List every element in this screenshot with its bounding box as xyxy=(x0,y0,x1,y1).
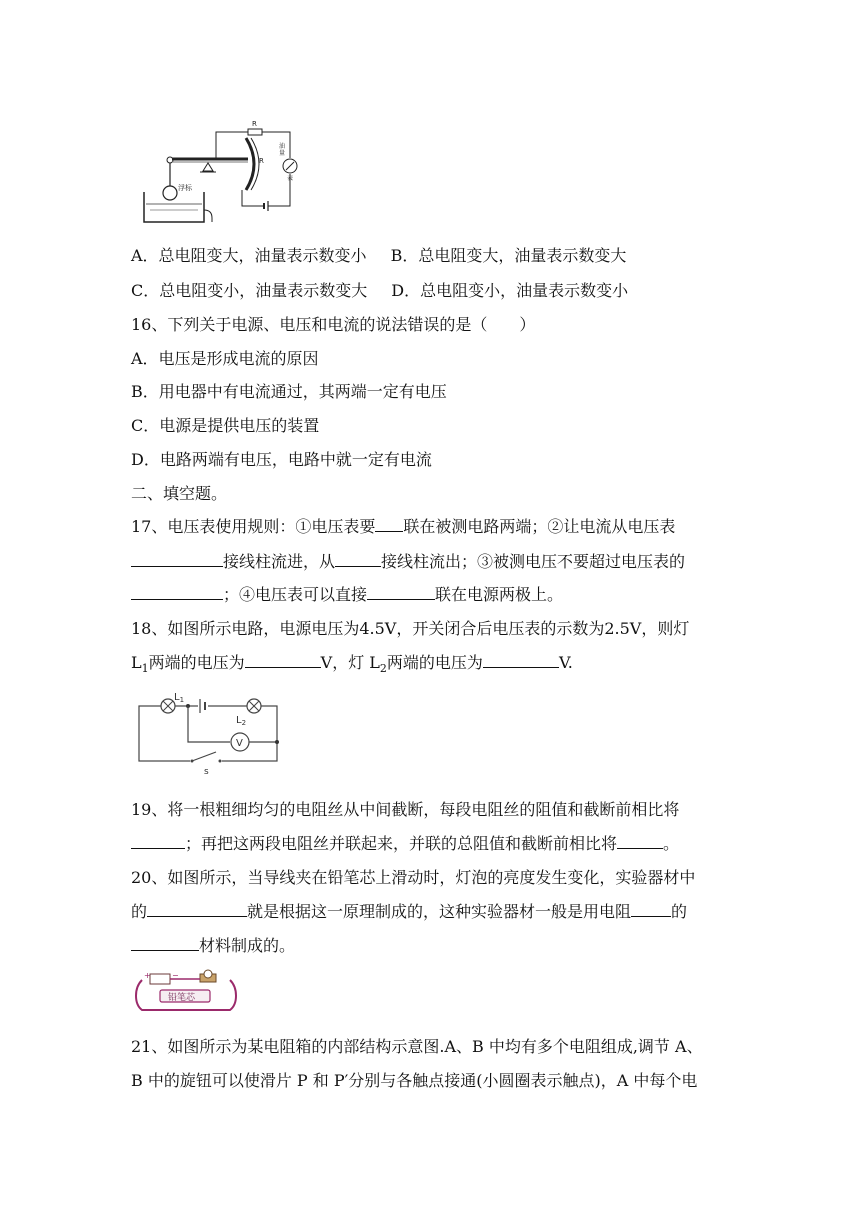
q17-text-2a: 接线柱流进，从 xyxy=(223,552,336,571)
battery-icon xyxy=(150,974,170,984)
q17-text-1b: 联在被测电路两端；②让电流从电压表 xyxy=(403,517,676,536)
q15-options-row-2 xyxy=(131,280,628,302)
q17-line-1 xyxy=(131,516,675,538)
q19-line-2 xyxy=(131,833,679,855)
q18-text-2b: 两端的电压为 xyxy=(148,653,245,672)
q17-blank-4[interactable] xyxy=(131,584,223,600)
q20-text-2c: 的 xyxy=(671,902,688,921)
q18-text-2e: V. xyxy=(558,653,573,672)
q18-l2-sub: 2 xyxy=(379,662,387,676)
q19-blank-2[interactable] xyxy=(617,833,663,849)
q20-line-1: 20、如图所示，当导线夹在铅笔芯上滑动时，灯泡的亮度发生变化，实验器材中 xyxy=(131,868,696,887)
q15-option-a[interactable]: A．总电阻变大，油量表示数变小 xyxy=(131,246,367,265)
resistor-label-mid: R xyxy=(259,157,264,165)
section-heading: 二、填空题。 xyxy=(131,484,228,503)
pencil-lead-diagram xyxy=(134,968,238,1018)
meter-label-3: 表 xyxy=(287,175,294,182)
q17-text-3a: ；④电压表可以直接 xyxy=(223,585,368,604)
battery-plus: + xyxy=(144,971,151,980)
q20-line-3 xyxy=(131,935,295,957)
q20-blank-3[interactable] xyxy=(131,935,199,951)
q17-blank-3[interactable] xyxy=(335,551,381,567)
voltmeter-label: V xyxy=(236,738,243,749)
bulb-icon xyxy=(204,970,212,978)
oil-gauge-diagram xyxy=(138,118,298,230)
q21-line-2: B 中的旋钮可以使滑片 P 和 P′分别与各触点接通(小圆圈表示触点)，A 中每个电 xyxy=(131,1071,698,1090)
q21-line-1: 21、如图所示为某电阻箱的内部结构示意图.A、B 中均有多个电阻组成,调节 A、 xyxy=(131,1037,703,1056)
q16-option-d[interactable]: D．电路两端有电压，电路中就一定有电流 xyxy=(131,450,432,469)
battery-minus: − xyxy=(172,971,179,980)
q19-text-2a: ；再把这两段电阻丝并联起来，并联的总阻值和截断前相比将 xyxy=(185,834,618,853)
resistor-label-top: R xyxy=(252,120,257,128)
switch-label: s xyxy=(204,767,209,776)
q19-line-1: 19、将一根粗细均匀的电阻丝从中间截断，每段电阻丝的阻值和截断前相比将 xyxy=(131,800,680,819)
q16-option-a[interactable]: A．电压是形成电流的原因 xyxy=(131,349,319,368)
q20-text-2b: 就是根据这一原理制成的，这种实验器材一般是用电阻 xyxy=(247,902,632,921)
q16-option-b[interactable]: B．用电器中有电流通过，其两端一定有电压 xyxy=(131,382,447,401)
q18-blank-2[interactable] xyxy=(483,652,559,668)
q19-blank-1[interactable] xyxy=(131,833,185,849)
series-circuit-diagram xyxy=(136,690,282,776)
q18-l1-sub: 1 xyxy=(141,662,149,676)
q17-text-3b: 联在电源两极上。 xyxy=(435,585,564,604)
q16-option-c[interactable]: C．电源是提供电压的装置 xyxy=(131,416,320,435)
meter-label-1: 油 xyxy=(279,143,286,150)
q18-text-2d: 两端的电压为 xyxy=(386,653,483,672)
q17-text-1a: 17、电压表使用规则：①电压表要 xyxy=(131,517,376,536)
q15-options-row-1 xyxy=(131,245,626,267)
float-label: 浮标 xyxy=(178,184,192,192)
pencil-lead-label: 铅笔芯 xyxy=(168,993,196,1003)
q20-line-2 xyxy=(131,901,687,923)
q20-blank-1[interactable] xyxy=(147,901,247,917)
q19-text-2b: 。 xyxy=(663,834,680,853)
q18-line-1: 18、如图所示电路，电源电压为4.5V，开关闭合后电压表的示数为2.5V，则灯 xyxy=(131,619,690,638)
q15-option-c[interactable]: C．总电阻变小，油量表示数变大 xyxy=(131,281,368,300)
q16-stem: 16、下列关于电源、电压和电流的说法错误的是（ ） xyxy=(131,315,536,334)
q17-line-2 xyxy=(131,551,685,573)
lamp-l1-label: $L_1$ xyxy=(174,692,185,704)
q18-line-2 xyxy=(131,652,573,680)
q20-text-3: 材料制成的。 xyxy=(199,936,296,955)
q15-option-d[interactable]: D．总电阻变小，油量表示数变小 xyxy=(391,281,629,300)
lamp-l2-label: $L_2$ xyxy=(236,715,247,727)
q17-blank-1[interactable] xyxy=(375,516,403,532)
q20-text-2a: 的 xyxy=(131,902,148,921)
q18-l1-label: L xyxy=(131,653,142,672)
q17-line-3 xyxy=(131,584,563,606)
meter-label-2: 量 xyxy=(279,150,286,157)
q20-blank-2[interactable] xyxy=(631,901,671,917)
q17-blank-2[interactable] xyxy=(131,551,223,567)
q18-text-2c: V，灯 L xyxy=(320,653,380,672)
q17-text-2b: 接线柱流出；③被测电压不要超过电压表的 xyxy=(381,552,686,571)
q15-option-b[interactable]: B．总电阻变大，油量表示数变大 xyxy=(390,246,627,265)
q18-blank-1[interactable] xyxy=(245,652,321,668)
q17-blank-5[interactable] xyxy=(367,584,435,600)
